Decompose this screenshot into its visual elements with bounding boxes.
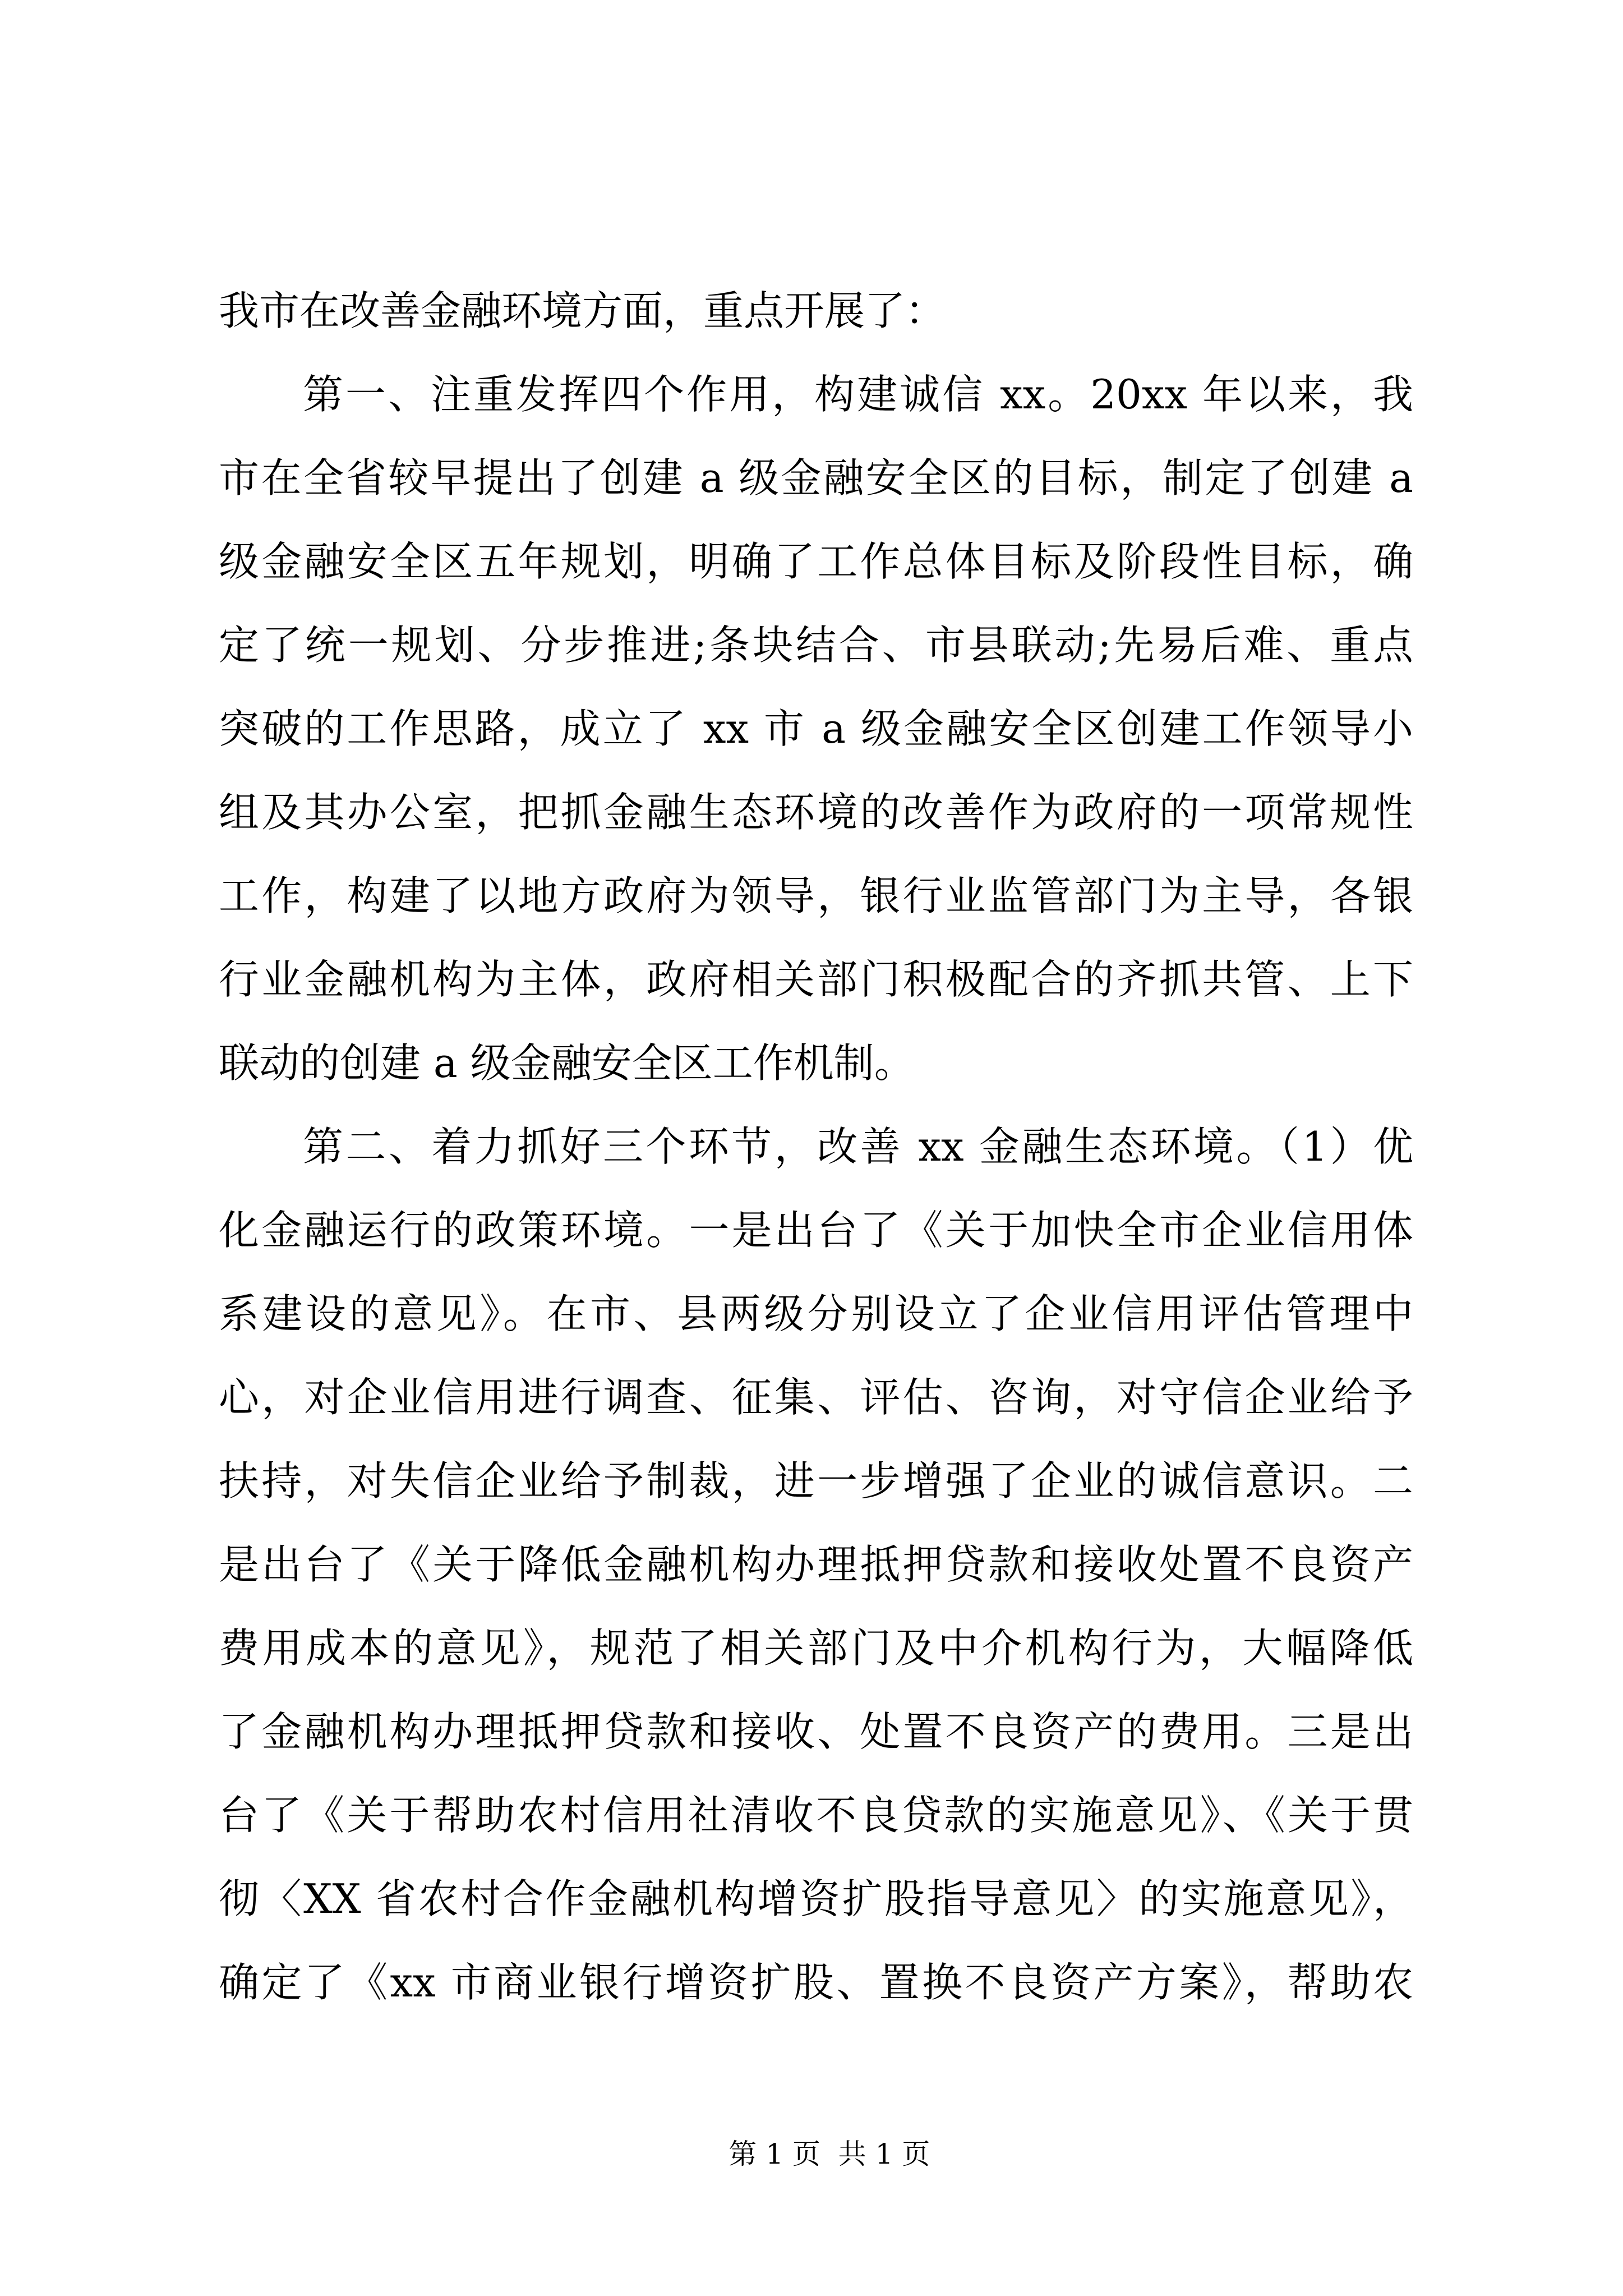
text-line: 台了《关于帮助农村信用社清收不良贷款的实施意见》、《关于贯 bbox=[219, 1792, 1413, 1839]
text-line: 定了统一规划、分步推进;条块结合、市县联动;先易后难、重点 bbox=[219, 622, 1413, 669]
page-footer bbox=[0, 2095, 1623, 2213]
text-line: 组及其办公室，把抓金融生态环境的改善作为政府的一项常规性 bbox=[219, 789, 1413, 836]
text-line: 彻〈XX 省农村合作金融机构增资扩股指导意见〉的实施意见》， bbox=[219, 1875, 1413, 1922]
text-line: 扶持，对失信企业给予制裁，进一步增强了企业的诚信意识。二 bbox=[219, 1457, 1413, 1504]
page-number: 第 1 页 共 1 页 bbox=[728, 2138, 930, 2170]
text-line: 化金融运行的政策环境。一是出台了《关于加快全市企业信用体 bbox=[219, 1207, 1413, 1254]
paragraph-start-line: 第一、注重发挥四个作用，构建诚信 xx。20xx 年以来，我 bbox=[303, 371, 1413, 418]
text-line: 心，对企业信用进行调查、征集、评估、咨询，对守信企业给予 bbox=[219, 1374, 1413, 1421]
text-line: 突破的工作思路，成立了 xx 市 a 级金融安全区创建工作领导小 bbox=[219, 705, 1413, 752]
text-line: 费用成本的意见》，规范了相关部门及中介机构行为，大幅降低 bbox=[219, 1625, 1413, 1672]
text-line: 行业金融机构为主体，政府相关部门积极配合的齐抓共管、上下 bbox=[219, 956, 1413, 1003]
text-line: 是出台了《关于降低金融机构办理抵押贷款和接收处置不良资产 bbox=[219, 1541, 1413, 1588]
text-line: 确定了《xx 市商业银行增资扩股、置换不良资产方案》，帮助农 bbox=[219, 1959, 1413, 2006]
text-line: 了金融机构办理抵押贷款和接收、处置不良资产的费用。三是出 bbox=[219, 1708, 1413, 1755]
text-line: 级金融安全区五年规划，明确了工作总体目标及阶段性目标，确 bbox=[219, 538, 1413, 585]
paragraph-end-line: 联动的创建 a 级金融安全区工作机制。 bbox=[219, 1039, 915, 1087]
text-line: 工作，构建了以地方政府为领导，银行业监管部门为主导，各银 bbox=[219, 872, 1413, 919]
text-line: 我市在改善金融环境方面，重点开展了： bbox=[219, 287, 946, 334]
paragraph-start-line: 第二、着力抓好三个环节，改善 xx 金融生态环境。（1）优 bbox=[303, 1123, 1413, 1170]
text-line: 市在全省较早提出了创建 a 级金融安全区的目标，制定了创建 a bbox=[219, 454, 1413, 501]
body-text bbox=[219, 269, 1413, 2024]
text-line: 系建设的意见》。在市、县两级分别设立了企业信用评估管理中 bbox=[219, 1290, 1413, 1337]
